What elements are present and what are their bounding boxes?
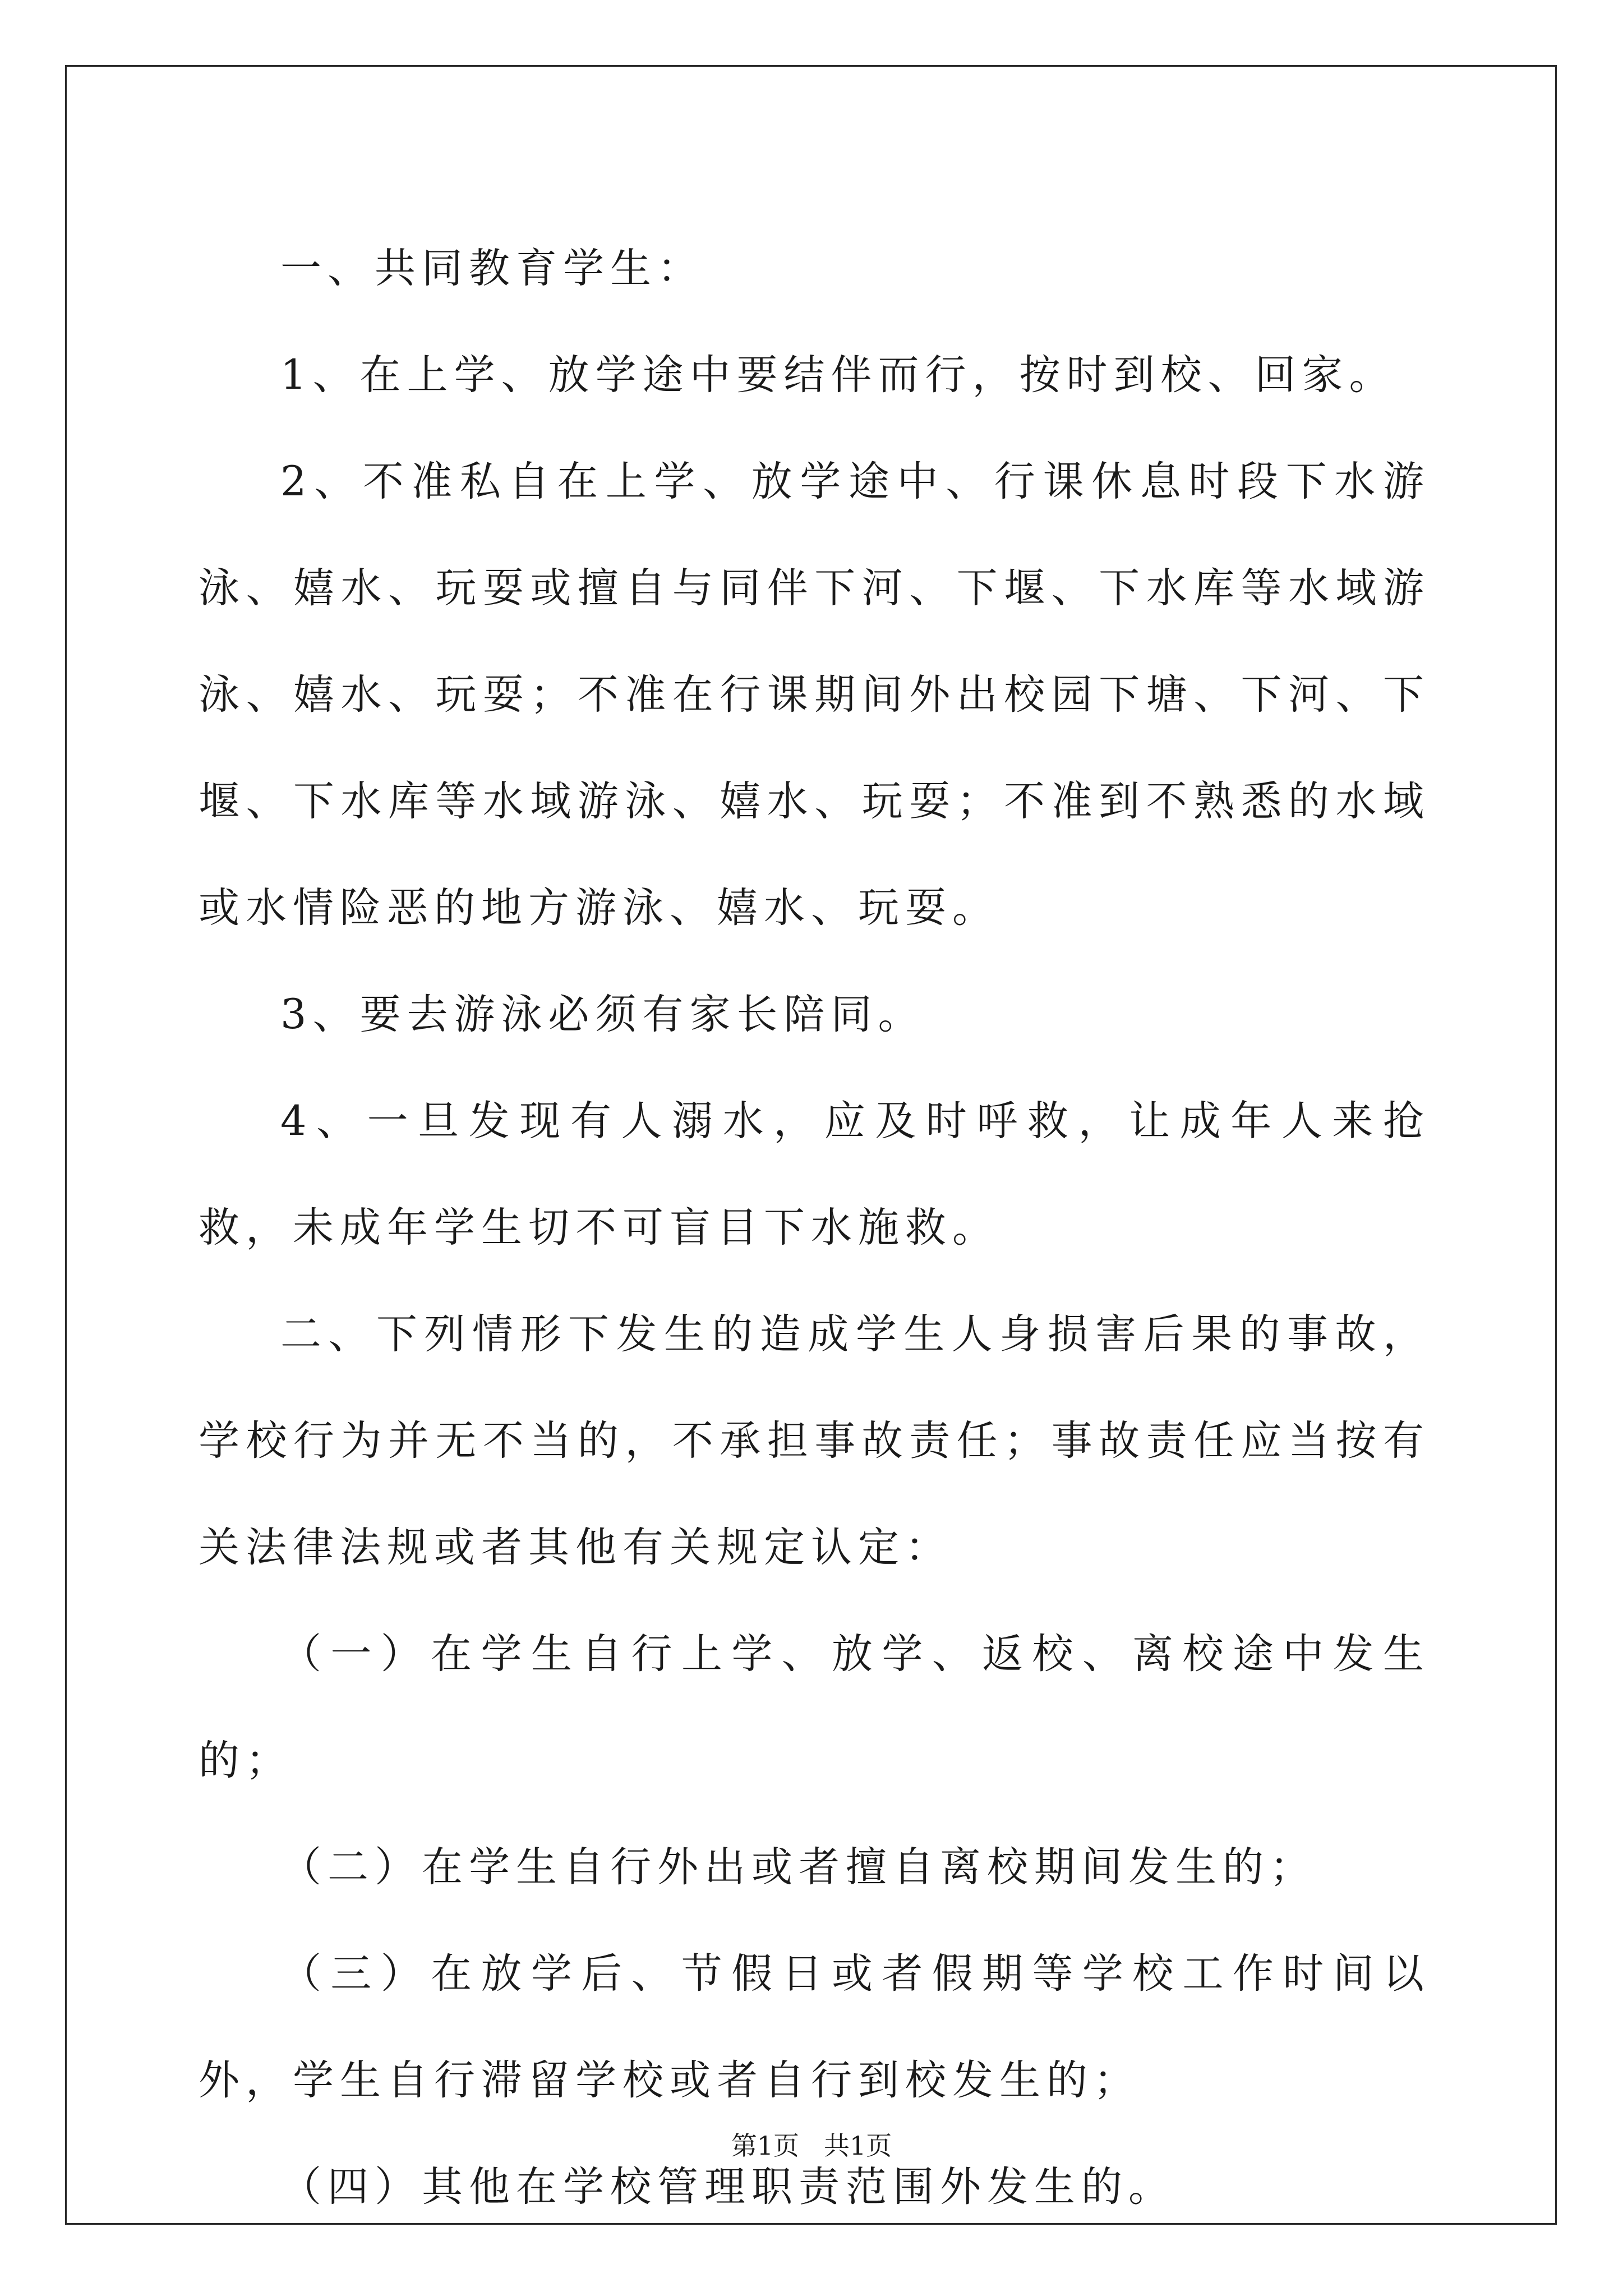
- page-footer: [0, 2129, 1623, 2162]
- paragraph-item-3: 3、要去游泳必须有家长陪同。: [280, 991, 925, 1038]
- footer-spacer: [799, 2131, 824, 2161]
- paragraph-case-2: （二）在学生自行外出或者擅自离校期间发生的；: [280, 1843, 1317, 1891]
- page-total: 共1页: [823, 2131, 892, 2161]
- heading-section-one: 一、共同教育学生：: [280, 245, 704, 292]
- paragraph-case-3: （三）在放学后、节假日或者假期等学校工作时间以外，学生自行滞留学校或者自行到校发生的；: [199, 1950, 1430, 2104]
- document-body: [199, 215, 1430, 2240]
- paragraph-case-1: （一）在学生自行上学、放学、返校、离校途中发生的；: [199, 1630, 1430, 1784]
- page-number: 第1页: [731, 2131, 800, 2161]
- paragraph-item-1: 1、在上学、放学途中要结伴而行，按时到校、回家。: [280, 351, 1396, 399]
- paragraph-item-4: 4、一旦发现有人溺水，应及时呼救，让成年人来抢救，未成年学生切不可盲目下水施救。: [199, 1097, 1430, 1251]
- paragraph-case-4: （四）其他在学校管理职责范围外发生的。: [280, 2163, 1175, 2211]
- paragraph-item-2: 2、不准私自在上学、放学途中、行课休息时段下水游泳、嬉水、玩耍或擅自与同伴下河、下堰、下水库等水域游泳、嬉水、玩耍；不准在行课期间外出校园下塘、下河、下堰、下水库等水域游泳、嬉水、玩耍；不准到不熟悉的水域或水情险恶的地方游泳、嬉水、玩耍。: [199, 458, 1430, 932]
- heading-section-two: 二、下列情形下发生的造成学生人身损害后果的事故，学校行为并无不当的，不承担事故责任；事故责任应当按有关法律法规或者其他有关规定认定：: [199, 1310, 1430, 1571]
